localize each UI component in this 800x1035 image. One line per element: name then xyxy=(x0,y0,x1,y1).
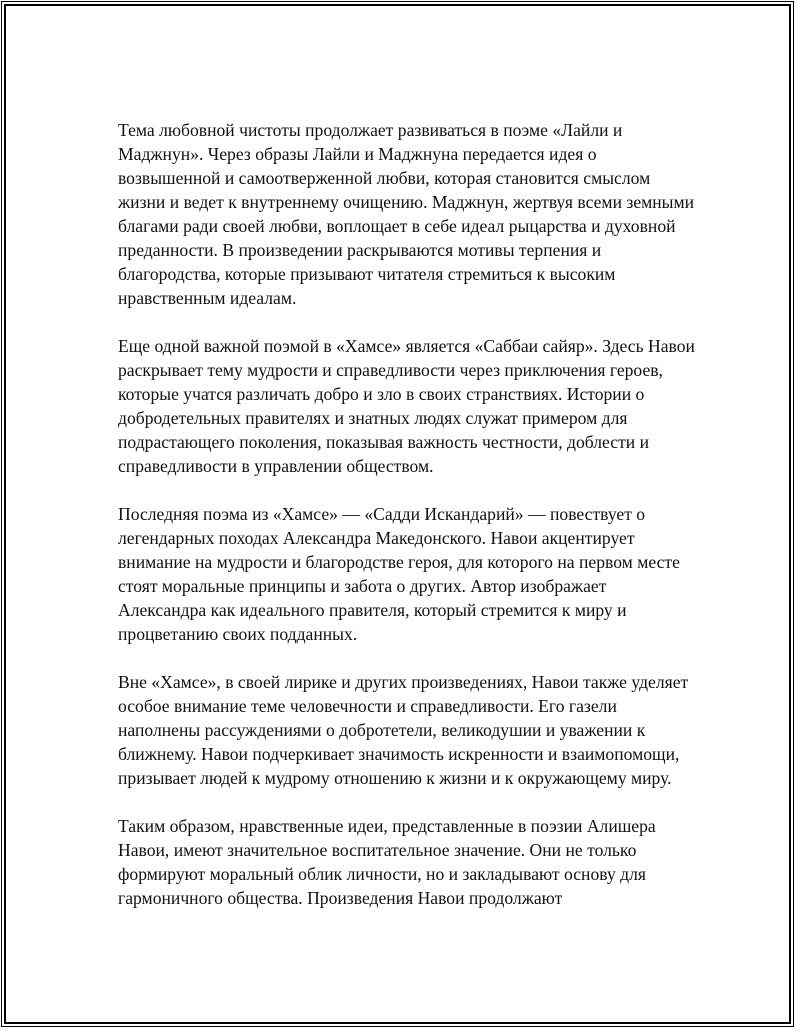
paragraph-laili-majnun: Тема любовной чистоты продолжает развиваться в поэме «Лайли и Маджнун». Через образы Лайли и Маджнуна передается идея о возвышенной и самоотверженной любви, которая становится смыслом жизни и ведет к внутреннему очищению. Маджнун, жертвуя всеми земными благами ради своей любви, воплощает в себе идеал рыцарства и духовной преданности. В произведении раскрываются мотивы терпения и благородства, которые призывают читателя стремиться к высоким нравственным идеалам. xyxy=(118,120,695,308)
document-body xyxy=(118,118,698,934)
paragraph-lyrics: Вне «Хамсе», в своей лирике и других произведениях, Навои также уделяет особое внимание теме человечности и справедливости. Его газели наполнены рассуждениями о добротетели, великодушии и уважении к ближнему. Навои подчеркивает значимость искренности и взаимопомощи, призывает людей к мудрому отношению к жизни и к окружающему миру. xyxy=(118,672,689,788)
paragraph-conclusion: Таким образом, нравственные идеи, представленные в поэзии Алишера Навои, имеют значительное воспитательное значение. Они не только формируют моральный облик личности, но и закладывают основу для гармоничного общества. Произведения Навои продолжают xyxy=(118,816,656,908)
paragraph-saddi-iskandariy: Последняя поэма из «Хамсе» — «Садди Искандарий» — повествует о легендарных походах Александра Македонского. Навои акцентирует внимание на мудрости и благородстве героя, для которого на первом месте стоят моральные принципы и забота о других. Автор изображает Александра как идеального правителя, который стремится к миру и процветанию своих подданных. xyxy=(118,504,680,644)
paragraph-sabbai-sayyar: Еще одной важной поэмой в «Хамсе» является «Саббаи сайяр». Здесь Навои раскрывает тему мудрости и справедливости через приключения героев, которые учатся различать добро и зло в своих странствиях. Истории о добродетельных правителях и знатных людях служат примером для подрастающего поколения, показывая важность честности, доблести и справедливости в управлении обществом. xyxy=(118,336,695,476)
